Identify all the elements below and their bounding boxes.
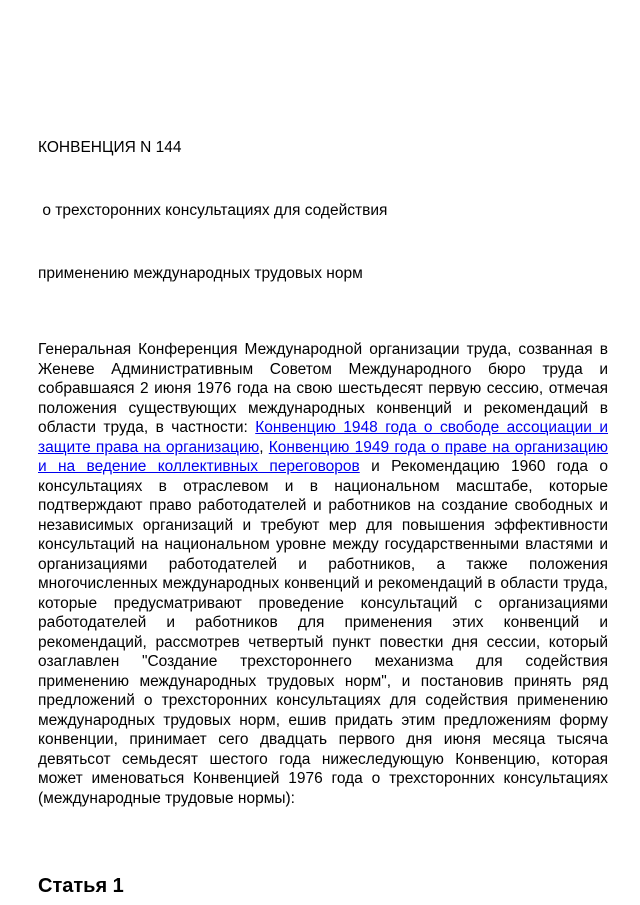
link-convention-1949[interactable]: Конвенцию 1949 года о праве на организацию и на ведение коллективных переговоров (38, 438, 608, 475)
preamble-text: Генеральная Конференция Международной организации труда, созванная в Женеве Административным Советом Международного бюро труда и собравшаяся 2 июня 1976 года на свою шестьдесят первую сессию, отмечая положения существующих международных конвенций и рекомендаций в области труда, в частности: (38, 341, 608, 436)
article-1-heading: Статья 1 (38, 875, 124, 897)
title-line-3: применению международных трудовых норм (38, 265, 363, 282)
document-title (38, 95, 608, 326)
preamble-text: и Рекомендацию 1960 года о консультациях в отраслевом и в национальном масштабе, которые подтверждают право работодателей и работников на создание свободных и независимых организаций и требуют мер для повышения эффективности консультаций на национальном уровне между государственными властями и организациями работодателей и работников, а также положения многочисленных международных конвенций и рекомендаций в области труда, которые предусматривают проведение консультаций с организациями работодателей и работников для применения этих конвенций и рекомендаций, рассмотрев четвертый пункт повестки дня сессии, который озаглавлен "Создание трехстороннего механизма для содействия применению международных трудовых норм", и постановив принять ряд предложений о трехсторонних консультациях для содействия применению международных трудовых норм, ешив придать этим предложениям форму конвенции, принимает сего двадцать первого дня июня месяца тысяча девятьсот семьдесят шестого года нижеследующую Конвенцию, которая может именоваться Конвенцией 1976 года о трехсторонних консультациях (международные трудовые нормы): (38, 458, 608, 807)
link-convention-1948[interactable]: Конвенцию 1948 года о свободе ассоциации и защите права на организацию (38, 419, 609, 456)
preamble-text: , (259, 438, 269, 456)
title-line-2: о трехсторонних консультациях для содействия (38, 202, 388, 219)
title-line-1: КОНВЕНЦИЯ N 144 (38, 139, 182, 156)
preamble-paragraph (38, 340, 608, 808)
